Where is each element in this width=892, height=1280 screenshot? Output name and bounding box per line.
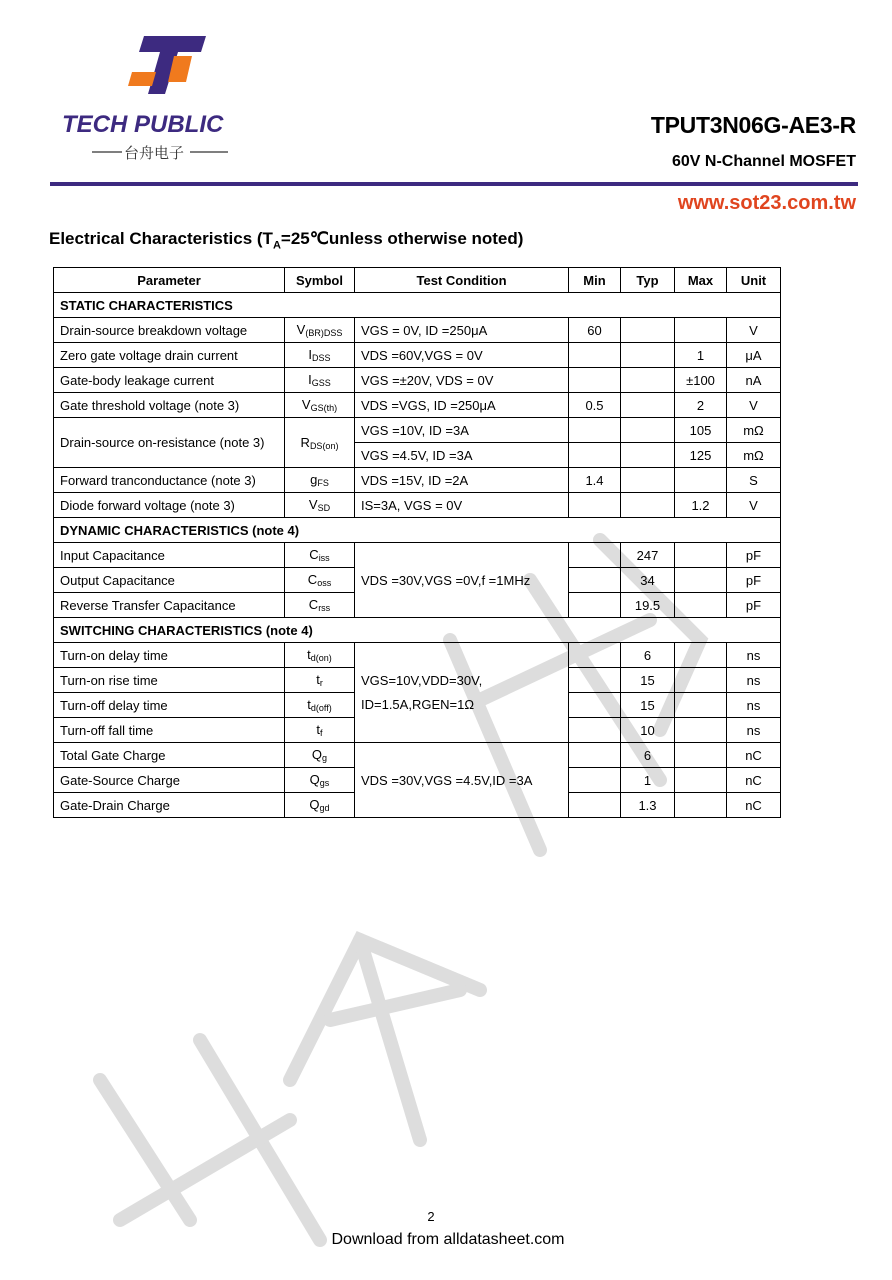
header-typ: Typ	[621, 268, 675, 293]
header-unit: Unit	[727, 268, 781, 293]
table-row: Turn-on rise time $t_r$ 15 ns	[54, 668, 781, 693]
table-row: Turn-off fall time $t_f$ 10 ns	[54, 718, 781, 743]
table-row: Gate-Drain Charge $Q_{gd}$ 1.3 nC	[54, 793, 781, 818]
header-test-condition: Test Condition	[355, 268, 569, 293]
product-subtitle: 60V N-Channel MOSFET	[671, 153, 856, 170]
table-row: Turn-on delay time $t_{d(on)}$ VGS=10V,VDD=30V, ID=1.5A,RGEN=1Ω 6 ns	[54, 643, 781, 668]
logo-text: TECH PUBLIC	[62, 111, 224, 138]
logo-cn-text: 台舟电子	[124, 144, 185, 162]
table-row: Input Capacitance $C_{iss}$ VDS =30V,VGS =0V,f =1MHz 247 pF	[54, 543, 781, 568]
table-header-row	[54, 268, 781, 293]
header-parameter: Parameter	[54, 268, 285, 293]
table-row: Gate-body leakage current $I_{GSS}$ VGS =±20V, VDS = 0V ±100 nA	[54, 368, 781, 393]
electrical-characteristics-table	[53, 267, 781, 818]
table-row: Forward tranconductance (note 3) $g_{FS}$ VDS =15V, ID =2A 1.4 S	[54, 468, 781, 493]
section-title: Electrical Characteristics ($T_A=25℃unless$ otherwise noted)	[49, 229, 524, 252]
company-logo	[60, 32, 245, 162]
header-min: Min	[569, 268, 621, 293]
footer-download-text: Download from alldatasheet.com	[331, 1231, 565, 1248]
header-max: Max	[675, 268, 727, 293]
section-row-static: STATIC CHARACTERISTICS	[54, 293, 781, 318]
header-symbol: Symbol	[285, 268, 355, 293]
table-row: Diode forward voltage (note 3) $V_{SD}$ IS=3A, VGS = 0V 1.2 V	[54, 493, 781, 518]
section-row-switching: SWITCHING CHARACTERISTICS (note 4)	[54, 618, 781, 643]
table-row: Gate-Source Charge $Q_{gs}$ 1 nC	[54, 768, 781, 793]
table-row: Gate threshold voltage (note 3) $V_{GS(th)}$ VDS =VGS, ID =250μA 0.5 2 V	[54, 393, 781, 418]
table-row: Turn-off delay time $t_{d(off)}$ 15 ns	[54, 693, 781, 718]
page-number: 2	[427, 1209, 435, 1224]
table-row: Reverse Transfer Capacitance $C_{rss}$ 19.5 pF	[54, 593, 781, 618]
table-row: Drain-source on-resistance (note 3) $R_{DS(on)}$ VGS =10V, ID =3A 105 mΩ	[54, 418, 781, 443]
header-divider	[50, 182, 858, 186]
table-row: Zero gate voltage drain current $I_{DSS}$ VDS =60V,VGS = 0V 1 μA	[54, 343, 781, 368]
part-number: TPUT3N06G-AE3-R	[650, 112, 856, 138]
table-row: Output Capacitance $C_{oss}$ 34 pF	[54, 568, 781, 593]
website-link[interactable]: www.sot23.com.tw	[677, 192, 856, 214]
section-row-dynamic: DYNAMIC CHARACTERISTICS (note 4)	[54, 518, 781, 543]
table-row: VGS =4.5V, ID =3A 125 mΩ	[54, 443, 781, 468]
table-row: Drain-source breakdown voltage $V_{(BR)DSS}$ VGS = 0V, ID =250μA 60 V	[54, 318, 781, 343]
table-row: Total Gate Charge $Q_g$ VDS =30V,VGS =4.5V,ID =3A 6 nC	[54, 743, 781, 768]
